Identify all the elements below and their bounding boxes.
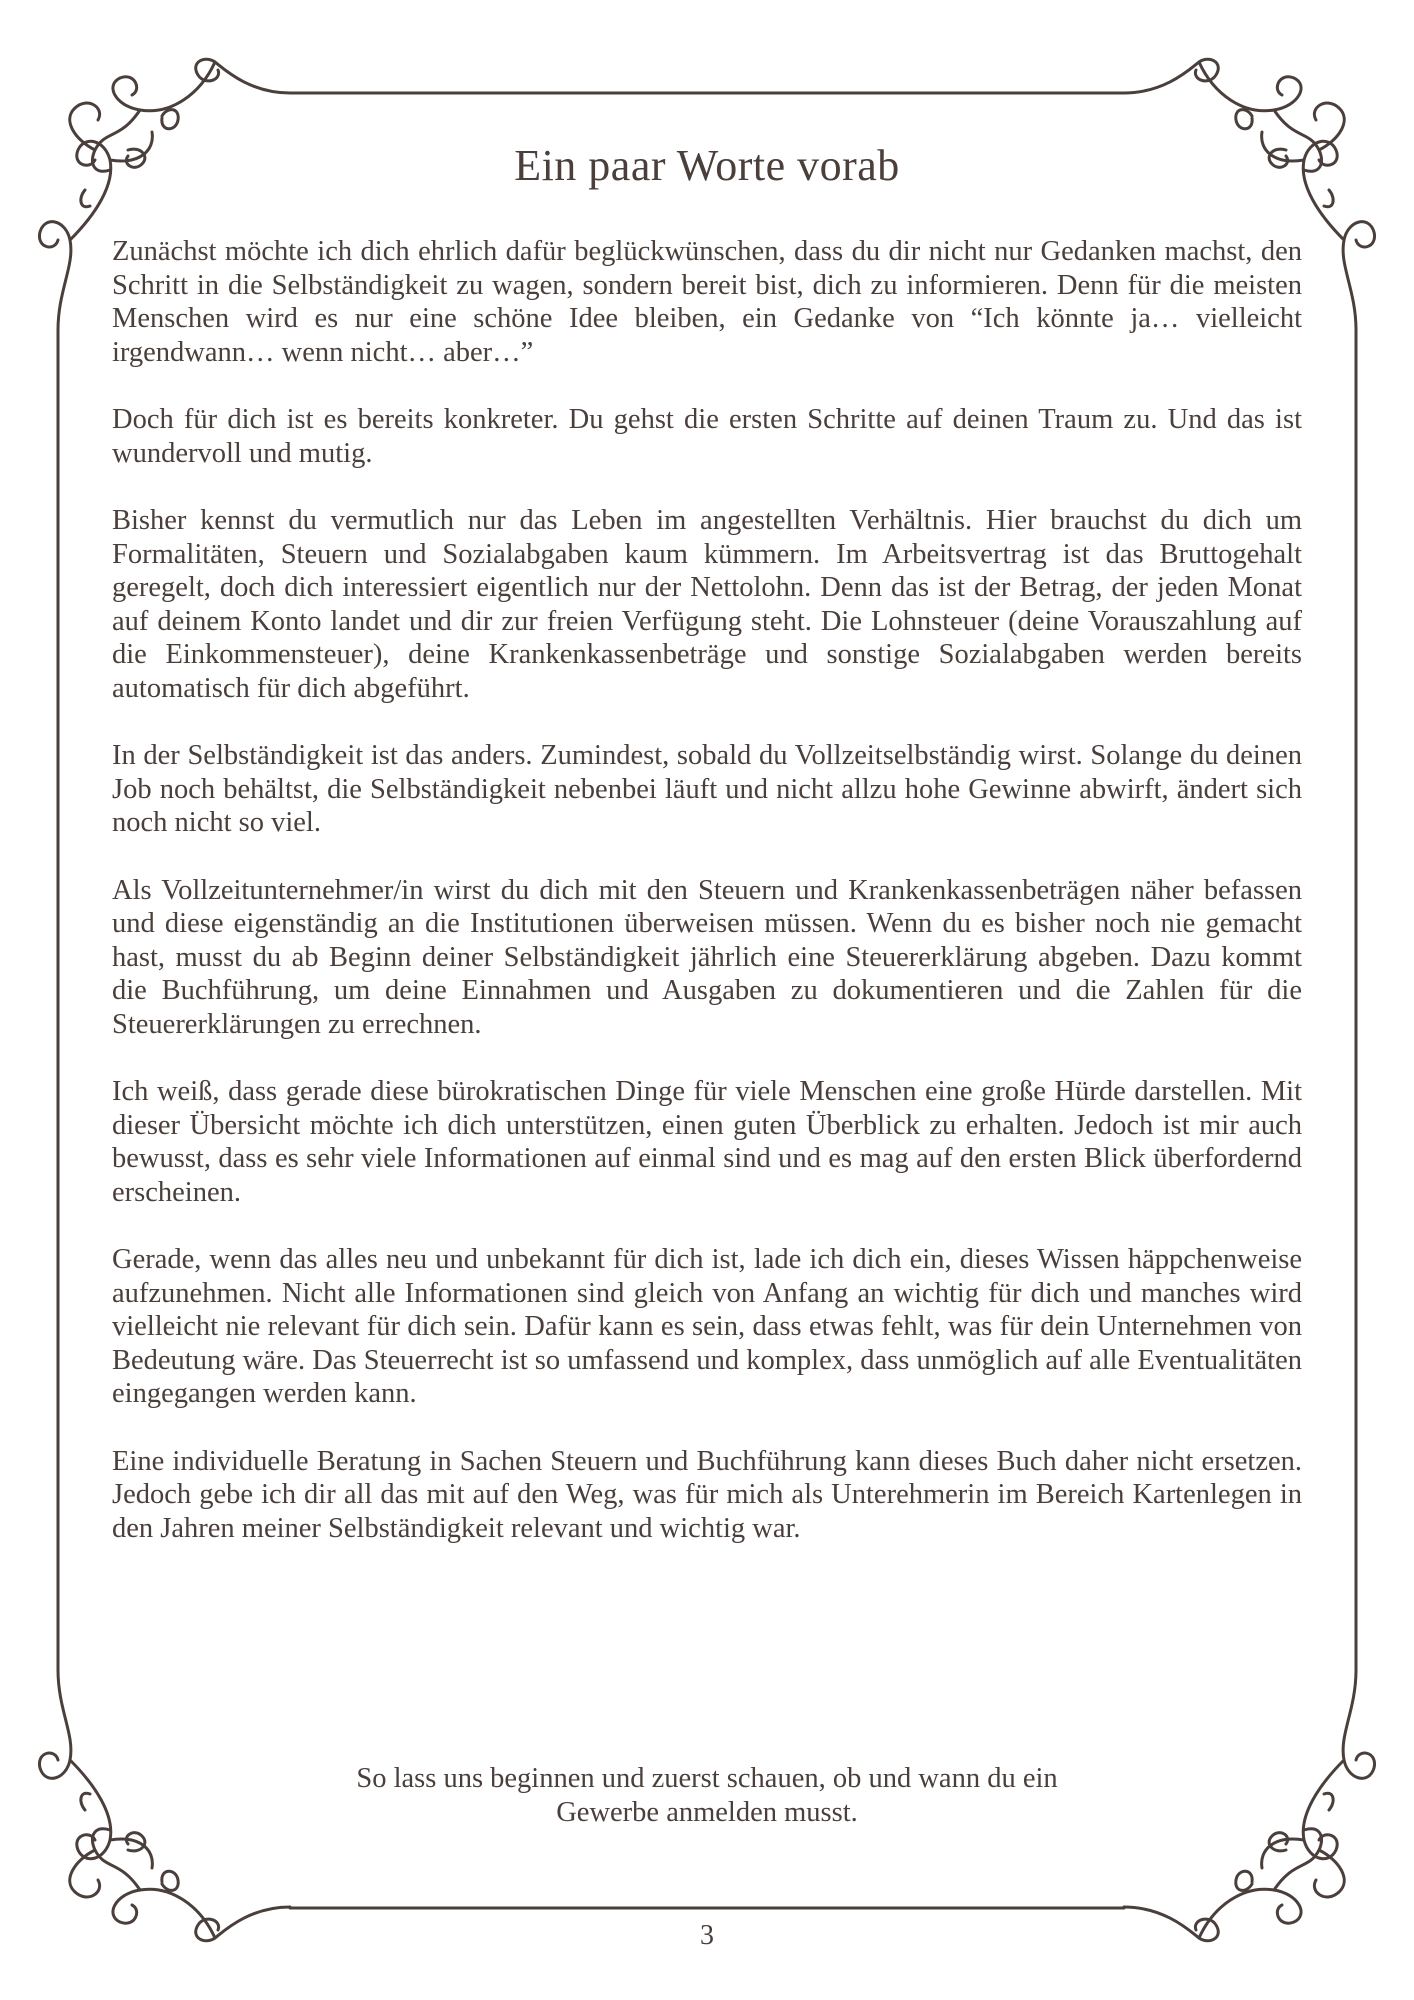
- paragraph: Als Vollzeitunternehmer/in wirst du dich mit den Steuern und Krankenkassenbeträgen näher befassen und diese eigenständig an die Institutionen überweisen müssen. Wenn du es bisher noch nie gemacht hast, musst du ab Beginn deiner Selbständigkeit jährlich eine Steuererklärung abgeben. Dazu kommt die Buchführung, um deine Einnahmen und Ausgaben zu dokumentieren und die Zahlen für die Steuererklärungen zu errechnen.: [112, 874, 1302, 1040]
- paragraph: Eine individuelle Beratung in Sachen Steuern und Buchführung kann dieses Buch daher nicht ersetzen. Jedoch gebe ich dir all das mit auf den Weg, was für mich als Unterehmerin im Bereich Kartenlegen in den Jahren meiner Selbständigkeit relevant und wichtig war.: [112, 1445, 1302, 1544]
- closing-line: Gewerbe anmelden musst.: [556, 1796, 858, 1828]
- body-text: [112, 235, 1302, 1579]
- paragraph: Doch für dich ist es bereits konkreter. Du gehst die ersten Schritte auf deinen Traum zu. Und das ist wundervoll und mutig.: [112, 404, 1302, 469]
- page-title: Ein paar Worte vorab: [514, 141, 900, 190]
- paragraph: Zunächst möchte ich dich ehrlich dafür beglückwünschen, dass du dir nicht nur Gedanken machst, den Schritt in die Selbständigkeit zu wagen, sondern bereit bist, dich zu informieren. Denn für die meisten Menschen wird es nur eine schöne Idee bleiben, ein Gedanke von “Ich könnte ja… vielleicht irgendwann… wenn nicht… aber…”: [112, 236, 1302, 368]
- closing-line: So lass uns beginnen und zuerst schauen, ob und wann du ein: [356, 1763, 1058, 1794]
- paragraph: In der Selbständigkeit ist das anders. Zumindest, sobald du Vollzeitselbständig wirst. Solange du deinen Job noch behältst, die Selbständigkeit nebenbei läuft und nicht allzu hohe Gewinne abwirft, ändert sich noch nicht so viel.: [112, 740, 1302, 838]
- page-number: 3: [700, 1920, 714, 1951]
- paragraph: Gerade, wenn das alles neu und unbekannt für dich ist, lade ich dich ein, dieses Wissen häppchenweise aufzunehmen. Nicht alle Informationen sind gleich von Anfang an wichtig für dich und manches wird vielleicht nie relevant für dich sein. Dafür kann es sein, dass etwas fehlt, was für dein Unternehmen von Bedeutung wäre. Das Steuerrecht ist so umfassend und komplex, dass unmöglich auf alle Eventualitäten eingegangen werden kann.: [112, 1244, 1302, 1409]
- paragraph: Bisher kennst du vermutlich nur das Leben im angestellten Verhältnis. Hier brauchst du dich um Formalitäten, Steuern und Sozialabgaben kaum kümmern. Im Arbeitsvertrag ist das Bruttogehalt geregelt, doch dich interessiert eigentlich nur der Nettolohn. Denn das ist der Betrag, der jeden Monat auf deinem Konto landet und dir zur freien Verfügung steht. Die Lohnsteuer (deine Vorauszahlung auf die Einkommensteuer), deine Krankenkassenbeträge und sonstige Sozialabgaben werden bereits automatisch für dich abgeführt.: [112, 505, 1302, 704]
- closing-text: [0, 1762, 1414, 1829]
- paragraph: Ich weiß, dass gerade diese bürokratischen Dinge für viele Menschen eine große Hürde darstellen. Mit dieser Übersicht möchte ich dich unterstützen, einen guten Überblick zu erhalten. Jedoch ist mir auch bewusst, dass es sehr viele Informationen auf einmal sind und es mag auf den ersten Blick überfordernd erscheinen.: [112, 1076, 1302, 1208]
